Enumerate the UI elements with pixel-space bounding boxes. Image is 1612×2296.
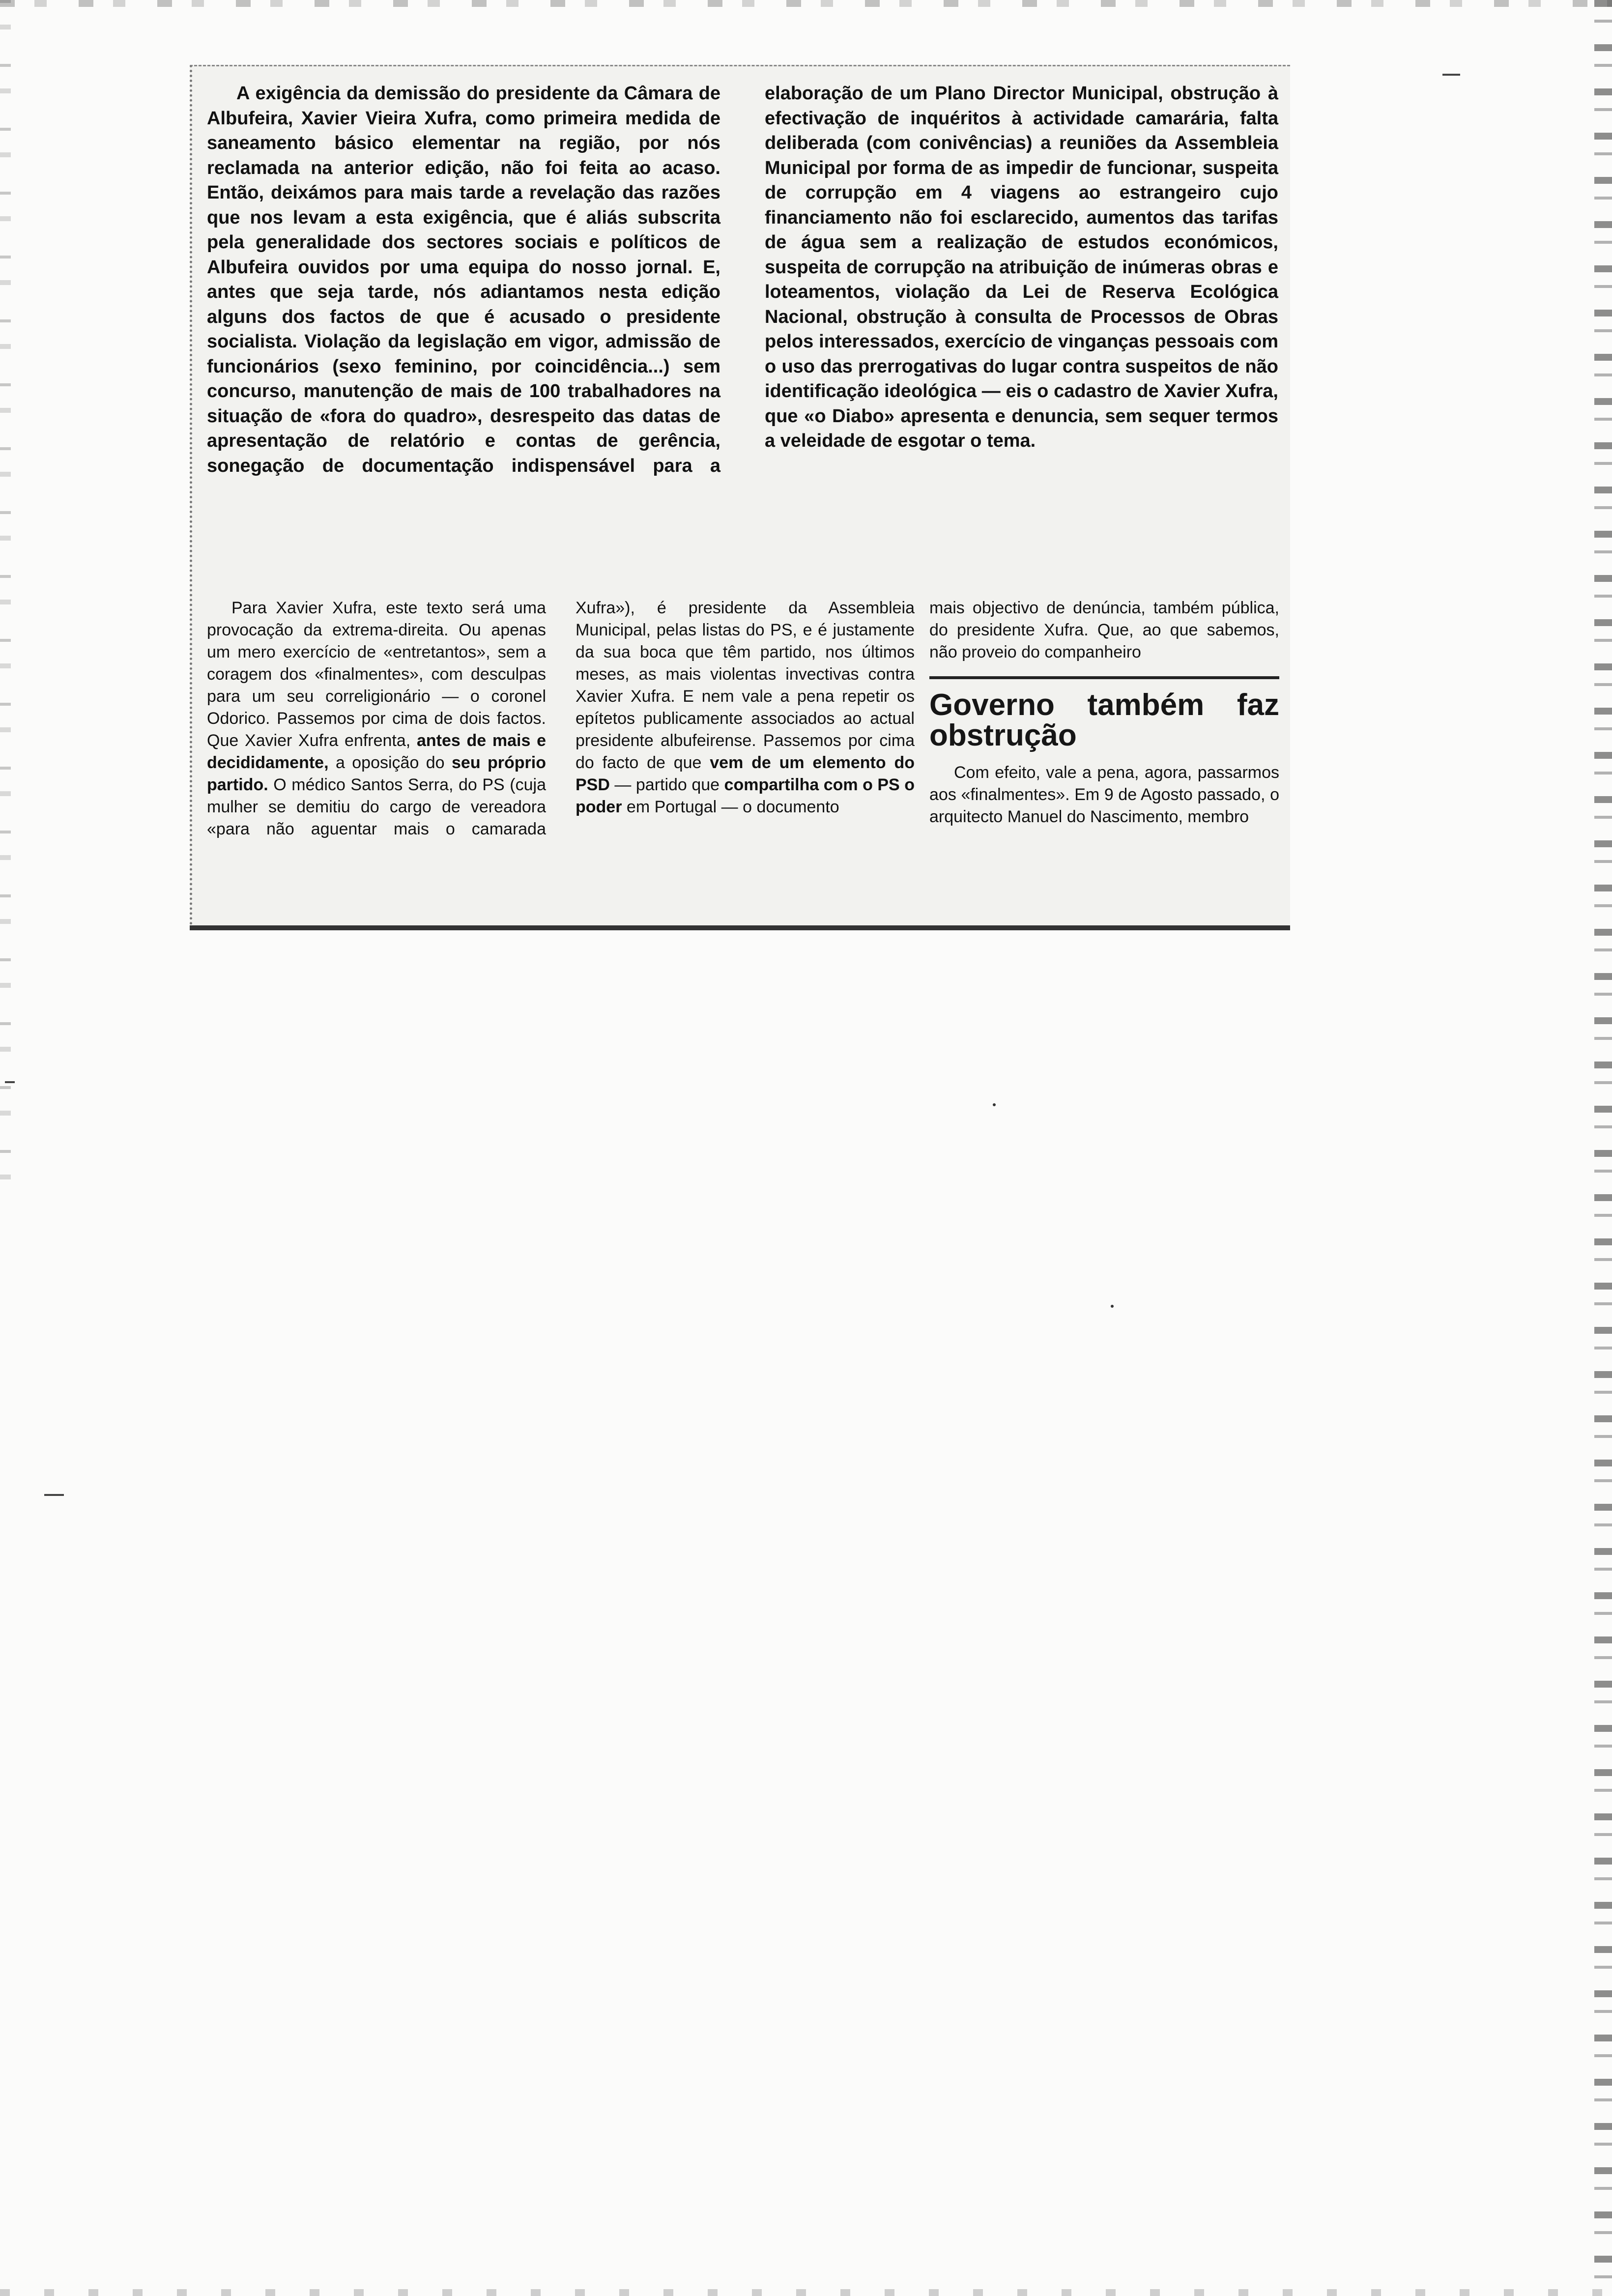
scan-speck xyxy=(993,1103,996,1106)
body-paragraph xyxy=(207,597,915,840)
section-divider xyxy=(929,676,1279,679)
newspaper-clipping xyxy=(190,65,1290,925)
section-lead: Com efeito, vale a pena, agora, passarmos aos «finalmentes». Em 9 de Agosto passado, o arquitecto Manuel do Nascimento, membro xyxy=(929,763,1279,826)
scan-speck xyxy=(1111,1305,1114,1308)
body-text: Para Xavier Xufra, este texto será uma provocação da extrema-direita. Ou apenas um mero exercício de «entretantos», sem a coragem dos «finalmentes», com desculpas para um seu correligionário — o coronel Odorico. Passemos por cima de dois factos. Que Xavier Xufra enfrenta, xyxy=(207,599,546,750)
article-body xyxy=(207,597,915,917)
subheading: Governo também faz obstrução xyxy=(929,688,1279,752)
scan-noise-right xyxy=(1594,0,1612,2296)
scan-noise-bottom xyxy=(0,2289,1612,2296)
article-column-right xyxy=(929,597,1279,917)
intro-paragraph: A exigência da demissão do presidente da Câmara de Albufeira, Xavier Vieira Xufra, como primeira medida de saneamento básico elementar na região, por nós reclamada na anterior edição, não foi feita ao acaso. Então, deixámos para mais tarde a revelação das razões que nos levam a esta exigência, que é aliás subscrita pela generalidade dos sectores sociais e políticos de Albufeira ouvidos por uma equipa do nosso jornal. E, antes que seja tarde, nós adiantamos nesta edição alguns dos factos de que é acusado o presidente socialista. Violação da legislação em vigor, admissão de funcionários (sexo feminino, por coincidência...) sem concurso, manutenção de mais de 100 trabalhadores na situação de «fora do quadro», desrespeito das datas de apresentação de relatório e contas de gerência, sonegação de documentação indispensável para a elaboração de um Plano Director Municipal, obstrução à efectivação de inquéritos à actividade camarária, falta deliberada (com conivências) a reuniões da Assembleia Municipal por forma de as impedir de funcionar, suspeita de corrupção em 4 viagens ao estrangeiro cujo financiamento não foi esclarecido, aumentos das tarifas de água sem a realização de estudos económicos, suspeita de corrupção na atribuição de inúmeras obras e loteamentos, violação da Lei de Reserva Ecológica Nacional, obstrução à consulta de Processos de Obras pelos interessados, exercício de vinganças pessoais com o uso das prerrogativas do lugar contra suspeitos de não identificação ideológica — eis o cadastro de Xavier Xufra, que «o Diabo» apresenta e denuncia, sem sequer termos a veleidade de esgotar o tema. xyxy=(207,83,1278,476)
article-intro xyxy=(207,81,1278,577)
body-text: O médico Santos Serra, do PS (cuja mulher se demitiu do cargo de vereadora «para não aguentar mais o camarada Xufra»), é presidente da Assembleia Municipal, pelas listas do PS, e é justamente da sua boca que têm partido, nos últimos meses, as mais violentas invectivas contra Xavier Xufra. E nem vale a pena repetir os epítetos publicamente associados ao actual presidente albufeirense. Passemos por cima do facto de que xyxy=(207,599,915,838)
body-text: em Portugal — o documento xyxy=(626,798,839,816)
scan-noise-left xyxy=(0,0,11,1179)
scan-speck xyxy=(5,1081,15,1083)
body-text: a oposição do xyxy=(335,753,445,772)
body-continuation: mais objectivo de denúncia, também pública, do presidente Xufra. Que, ao que sabemos, não proveio do companheiro xyxy=(929,599,1279,661)
body-emphasis: seu próprio partido. xyxy=(207,753,546,794)
body-emphasis: vem de um elemento do PSD xyxy=(576,753,915,794)
scan-noise-top xyxy=(0,0,1612,7)
body-text: — partido que xyxy=(614,775,720,794)
scan-speck xyxy=(44,1494,64,1496)
body-emphasis: antes de mais e decididamente, xyxy=(207,731,546,772)
scan-speck xyxy=(1442,74,1460,76)
body-emphasis: compartilha com o PS o poder xyxy=(576,775,915,816)
